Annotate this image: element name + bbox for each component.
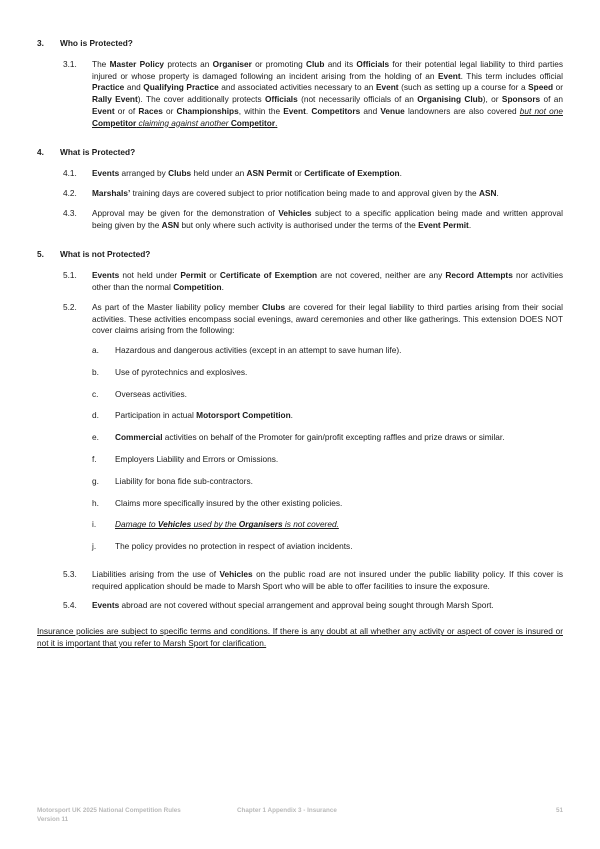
text-segment: Event — [438, 70, 461, 81]
clause-number: 5.3. — [63, 568, 77, 579]
clause-text — [92, 188, 563, 200]
text-segment: are covered for their legal liability to third parties arising from their social activities. These activities encompass social evenings, award ceremonies and other like gatherings. This extension DOES NOT cover claims arising from the following: — [92, 301, 563, 336]
clause — [37, 270, 563, 294]
text-segment: The policy provides no protection in respect of aviation incidents. — [115, 541, 353, 552]
footer-page-number: 51 — [555, 806, 563, 814]
text-segment: As part of the Master liability policy member — [92, 301, 263, 312]
text-segment: , within the — [238, 105, 284, 116]
section-heading — [37, 249, 563, 261]
text-segment: . — [275, 117, 278, 128]
text-segment: Venue — [380, 105, 405, 116]
clause — [37, 59, 563, 130]
text-segment: Club — [305, 58, 325, 69]
text-segment: or of — [114, 105, 139, 116]
clause-number: 4.2. — [63, 188, 77, 199]
text-segment: Rally Event — [92, 94, 138, 105]
text-segment: Event Permit — [418, 219, 469, 230]
text-segment: Commercial — [115, 432, 163, 443]
text-segment: or — [553, 82, 563, 93]
sub-clause-text — [115, 519, 563, 531]
text-segment: Liabilities arising from the use of — [92, 568, 220, 579]
text-segment: or — [162, 105, 177, 116]
sub-clause-text — [115, 345, 563, 357]
text-segment: ASN Permit — [246, 168, 293, 179]
text-segment: . — [221, 281, 224, 292]
sub-clause-letter: i. — [92, 519, 97, 530]
footer-version: Version 11 — [37, 816, 69, 824]
sub-clause-text — [115, 541, 563, 553]
text-segment: Events — [92, 168, 120, 179]
clause-text — [92, 208, 563, 232]
text-segment: Certificate of Exemption — [304, 168, 400, 179]
text-segment: Damage to — [115, 519, 158, 530]
section — [37, 38, 563, 129]
sub-clause-letter: h. — [92, 497, 99, 508]
sub-clause-text — [115, 498, 563, 510]
section-number: 5. — [37, 249, 44, 260]
text-segment: Permit — [180, 270, 207, 281]
clause-number: 5.1. — [63, 270, 77, 281]
text-segment: Event — [375, 82, 399, 93]
text-segment: or — [206, 270, 220, 281]
footer-left — [37, 806, 237, 826]
footer-chapter: Chapter 1 Appendix 3 - Insurance — [237, 806, 337, 814]
text-segment: Competitors — [311, 105, 361, 116]
clause — [37, 600, 563, 612]
sub-clause-text — [115, 476, 563, 488]
text-segment: or promoting — [251, 58, 306, 69]
clause-number: 5.4. — [63, 600, 77, 611]
text-segment: Event — [92, 105, 115, 116]
text-segment: Vehicles — [157, 519, 192, 530]
text-segment: Certificate of Exemption — [219, 270, 318, 281]
sub-clause-letter: g. — [92, 475, 99, 486]
text-segment: ASN — [478, 188, 497, 199]
text-segment: Practice — [92, 82, 125, 93]
clause-text — [92, 569, 563, 593]
text-segment: Competitor — [92, 117, 137, 128]
section-title: Who is Protected? — [60, 38, 133, 48]
text-segment: protects an — [164, 58, 213, 69]
sub-clause — [37, 541, 563, 553]
text-segment: claiming against another — [136, 117, 231, 128]
text-segment: or — [292, 168, 305, 179]
text-segment: Competition — [173, 281, 222, 292]
text-segment: Liability for bona fide sub-contractors. — [115, 475, 253, 486]
text-segment: but only where such activity is authorised under the terms of the — [179, 219, 419, 230]
clause — [37, 188, 563, 200]
text-segment: Record Attempts — [445, 270, 513, 281]
text-segment: arranged by — [119, 168, 169, 179]
closing-paragraph — [37, 626, 563, 650]
text-segment: but not one — [519, 105, 563, 116]
section-title: What is not Protected? — [60, 249, 151, 260]
text-segment: Events — [92, 270, 120, 281]
text-segment: Organiser — [212, 58, 252, 69]
clause — [37, 569, 563, 593]
sub-clause-letter: f. — [92, 453, 97, 464]
text-segment: (such as setting up a course for a — [398, 82, 529, 93]
sub-clause — [37, 519, 563, 531]
clause-text — [92, 600, 563, 612]
text-segment: on the public road are not insured under the public liability policy. If this cover is required application should be made to Marsh Sport who will be able to offer facilities to insure the exposure. — [92, 568, 563, 591]
clause-text — [92, 168, 563, 180]
sub-clause — [37, 476, 563, 488]
section-title: What is Protected? — [60, 147, 136, 158]
text-segment: Vehicles — [219, 568, 253, 579]
clause-text — [92, 59, 563, 130]
text-segment: Organisers — [238, 519, 283, 530]
text-segment: training days are covered subject to prior notification being made to and approval given by the — [130, 188, 479, 199]
text-segment: . — [290, 410, 293, 421]
text-segment: Clubs — [262, 301, 286, 312]
text-segment: and associated activities necessary to an — [218, 82, 376, 93]
text-segment: Organising Club — [417, 94, 483, 105]
text-segment: subject to a specific application being made and written approval being given by the — [92, 207, 563, 230]
sub-clause-letter: d. — [92, 410, 99, 421]
sub-clause — [37, 389, 563, 401]
text-segment: ASN — [161, 219, 180, 230]
clause-number: 5.2. — [63, 301, 77, 312]
text-segment: Races — [138, 105, 163, 116]
clause-number: 4.3. — [63, 207, 77, 218]
text-segment: . — [305, 105, 312, 116]
text-segment: Clubs — [168, 168, 192, 179]
text-segment: . This term includes official — [460, 70, 563, 81]
text-segment: Qualifying Practice — [143, 82, 219, 93]
document-body — [37, 38, 563, 612]
text-segment: Marshals’ — [92, 188, 131, 199]
text-segment: (not necessarily officials of an — [297, 94, 418, 105]
section-heading — [37, 147, 563, 159]
text-segment: is not covered. — [282, 519, 339, 530]
sub-clause — [37, 345, 563, 357]
text-segment: Insurance policies are subject to specific terms and conditions. If there is any doubt at all whether any activity or aspect of cover is insured or not it is important that you refer to Marsh Sport for clarification. — [37, 626, 563, 648]
section — [37, 249, 563, 612]
sub-clause — [37, 498, 563, 510]
text-segment: Event — [283, 105, 306, 116]
text-segment: . — [399, 168, 402, 179]
sub-clause-letter: j. — [92, 541, 97, 552]
text-segment: ). The cover additionally protects — [137, 94, 265, 105]
text-segment: Speed — [528, 82, 554, 93]
sub-clause-text — [115, 389, 563, 401]
text-segment: Hazardous and dangerous activities (except in an attempt to save human life). — [115, 345, 402, 356]
text-segment: and — [360, 105, 381, 116]
text-segment: for their potential legal liability to third parties injured or whose property is damaged following an incident arising from the holding of an — [92, 58, 563, 81]
clause-number: 3.1. — [63, 58, 77, 69]
clause — [37, 302, 563, 337]
text-segment: Claims more specifically insured by the other existing policies. — [115, 497, 343, 508]
sub-clause-text — [115, 410, 563, 422]
text-segment: Officials — [356, 58, 390, 69]
text-segment: Use of pyrotechnics and explosives. — [115, 366, 248, 377]
sub-clause-list — [37, 345, 563, 553]
text-segment: Championships — [176, 105, 239, 116]
section-number: 3. — [37, 38, 44, 48]
text-segment: used by the — [191, 519, 239, 530]
text-segment: ), or — [482, 94, 502, 105]
section-number: 4. — [37, 147, 44, 158]
text-segment: The — [92, 58, 110, 69]
text-segment: . — [496, 188, 499, 199]
text-segment: Approval may be given for the demonstration of — [92, 207, 279, 218]
text-segment: Overseas activities. — [115, 388, 187, 399]
sub-clause-text — [115, 432, 563, 444]
text-segment: are not covered, neither are any — [317, 270, 446, 281]
text-segment: Employers Liability and Errors or Omissions. — [115, 453, 279, 464]
text-segment: held under an — [191, 168, 247, 179]
sub-clause-letter: e. — [92, 432, 99, 443]
text-segment: and its — [324, 58, 357, 69]
text-segment: landowners are also covered — [404, 105, 520, 116]
sub-clause-text — [115, 367, 563, 379]
text-segment: nor activities other than the normal — [92, 270, 563, 292]
text-segment: Sponsors — [501, 94, 541, 105]
clause-text — [92, 270, 563, 294]
clause-number: 4.1. — [63, 168, 77, 179]
text-segment: activities on behalf of the Promoter for gain/profit excepting raffles and prize draws or similar. — [162, 432, 505, 443]
section — [37, 147, 563, 231]
sub-clause-text — [115, 454, 563, 466]
text-segment: abroad are not covered without special arrangement and approval being sought through Marsh Sport. — [119, 600, 494, 611]
text-segment: Events — [92, 600, 120, 611]
clause — [37, 208, 563, 232]
text-segment: Officials — [264, 94, 298, 105]
sub-clause-letter: c. — [92, 388, 99, 399]
text-segment: Competitor — [230, 117, 276, 128]
sub-clause — [37, 367, 563, 379]
section-heading — [37, 38, 563, 50]
sub-clause — [37, 410, 563, 422]
sub-clause-letter: b. — [92, 366, 99, 377]
clause — [37, 168, 563, 180]
text-segment: and — [124, 82, 144, 93]
text-segment: Motorsport Competition — [196, 410, 291, 421]
text-segment: Participation in actual — [115, 410, 197, 421]
page-footer — [37, 806, 563, 826]
sub-clause — [37, 432, 563, 444]
text-segment: Master Policy — [109, 58, 165, 69]
text-segment: not held under — [119, 270, 181, 281]
sub-clause-letter: a. — [92, 345, 99, 356]
text-segment: . — [468, 219, 472, 230]
text-segment: Vehicles — [278, 207, 312, 218]
footer-doc-title: Motorsport UK 2025 National Competition Rules — [37, 806, 181, 814]
clause-text — [92, 302, 563, 337]
text-segment: of an — [540, 94, 563, 105]
sub-clause — [37, 454, 563, 466]
